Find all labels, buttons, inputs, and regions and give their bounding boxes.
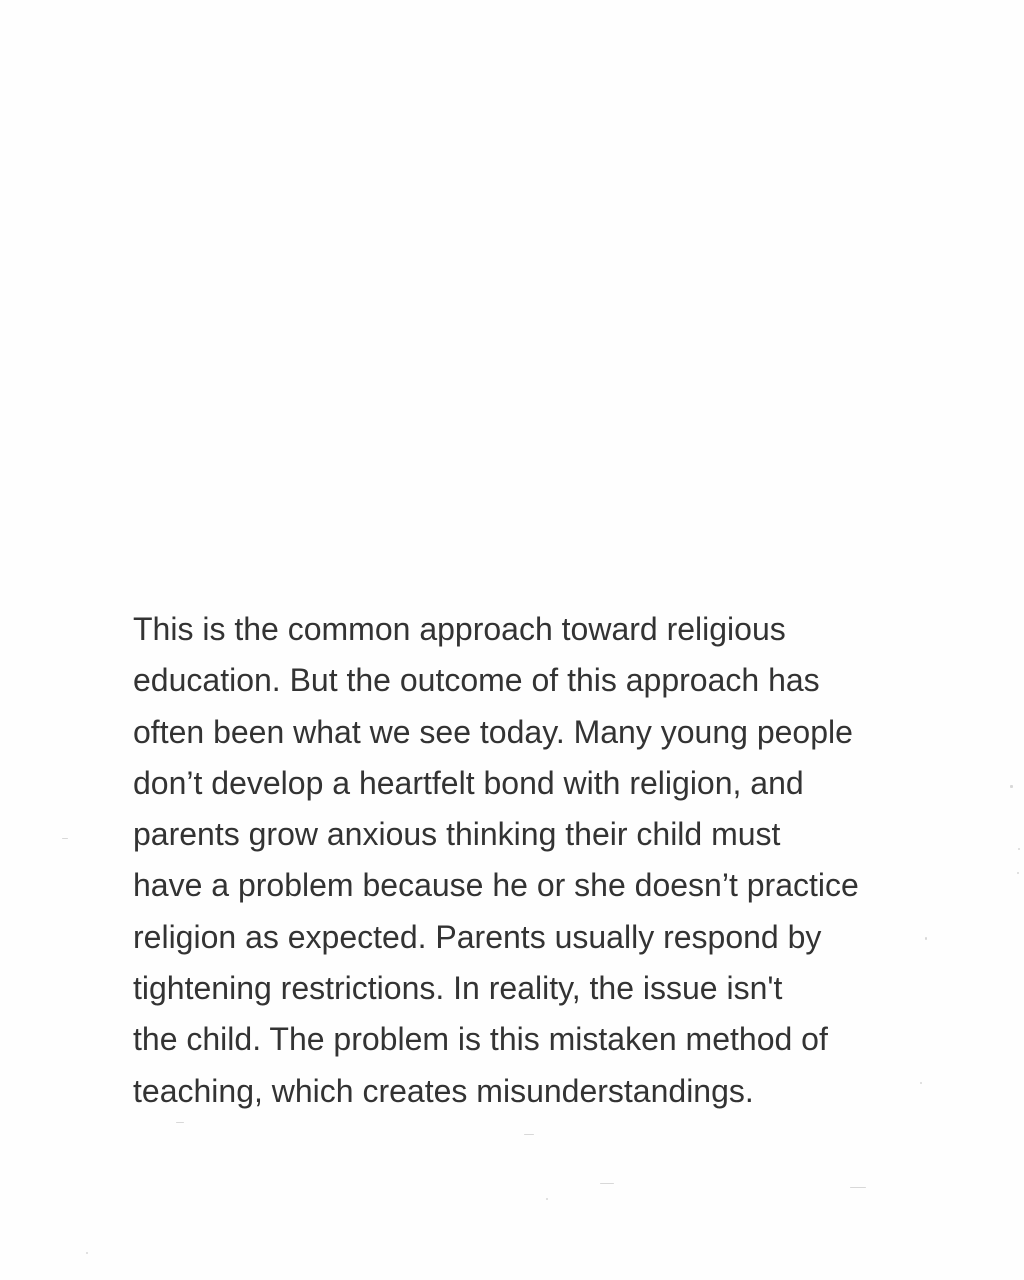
paper-speck bbox=[86, 1252, 88, 1254]
paragraph-line: the child. The problem is this mistaken method of bbox=[133, 1021, 828, 1058]
paper-speck bbox=[1017, 872, 1019, 874]
body-paragraph bbox=[133, 604, 953, 1117]
paragraph-line: teaching, which creates misunderstandings. bbox=[133, 1072, 754, 1109]
paper-speck bbox=[1010, 785, 1013, 788]
paper-speck bbox=[524, 1134, 534, 1135]
paper-speck bbox=[176, 1122, 184, 1123]
paper-speck bbox=[600, 1183, 614, 1184]
paragraph-line: education. But the outcome of this approach has bbox=[133, 662, 820, 699]
paragraph-line: don’t develop a heartfelt bond with religion, and bbox=[133, 764, 804, 801]
paragraph-line: often been what we see today. Many young people bbox=[133, 713, 853, 750]
paragraph-line: parents grow anxious thinking their child must bbox=[133, 816, 781, 853]
paragraph-line: religion as expected. Parents usually respond by bbox=[133, 918, 822, 955]
paper-speck bbox=[850, 1187, 866, 1188]
paper-speck bbox=[62, 838, 68, 839]
paper-speck bbox=[1018, 848, 1020, 850]
paragraph-line: have a problem because he or she doesn’t practice bbox=[133, 867, 859, 904]
paragraph-line: This is the common approach toward religious bbox=[133, 611, 786, 647]
paper-speck bbox=[546, 1198, 548, 1200]
paragraph-line: tightening restrictions. In reality, the issue isn't bbox=[133, 970, 783, 1007]
